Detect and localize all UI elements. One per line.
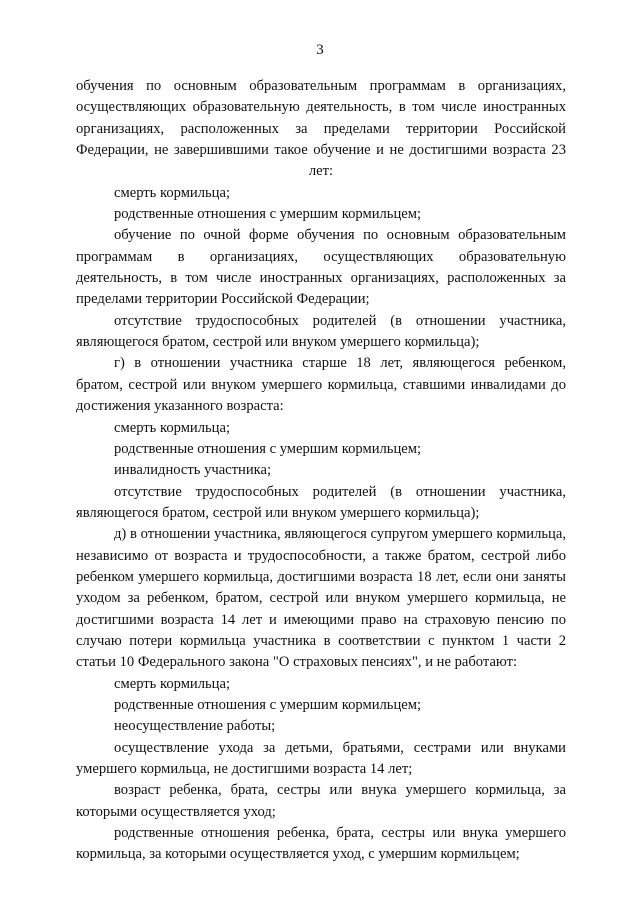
paragraph: обучение по очной форме обучения по основным образовательным программам в организациях, осуществляющих образовательную деятельность, в том числе иностранных организациях, расположенных за пределами территории Российской Федерации; — [76, 227, 566, 308]
paragraph: осуществление ухода за детьми, братьями, сестрами или внуками умершего кормильца, не достигшими возраста 14 лет; — [76, 739, 566, 777]
page-number: 3 — [316, 42, 324, 58]
paragraph: г) в отношении участника старше 18 лет, являющегося ребенком, братом, сестрой или внуком умершего кормильца, ставшими инвалидами до достижения указанного возраста: — [76, 355, 566, 415]
paragraph: отсутствие трудоспособных родителей (в отношении участника, являющегося братом, сестрой или внуком умершего кормильца); — [76, 312, 566, 351]
paragraph: родственные отношения ребенка, брата, сестры или внука умершего кормильца, за которыми осуществляется уход, с умершим кормильцем; — [76, 825, 566, 863]
paragraph: родственные отношения с умершим кормильцем; — [114, 440, 422, 457]
paragraph: неосуществление работы; — [114, 718, 276, 735]
paragraph: смерть кормильца; — [114, 675, 231, 692]
paragraph: д) в отношении участника, являющегося супругом умершего кормильца, независимо от возраста и трудоспособности, а также братом, сестрой либо ребенком умершего кормильца, достигшими возраста 18 лет, если они заняты уходом за ребенком, братом, сестрой или внуком умершего кормильца, не достигшими возраста 14 лет и имеющими право на страховую пенсию по случаю потери кормильца участника в соответствии с пунктом 1 части 2 статьи 10 Федерального закона "О страховых пенсиях", и не работают: — [76, 526, 566, 671]
document-body — [76, 76, 566, 866]
paragraph: родственные отношения с умершим кормильцем; — [114, 696, 422, 713]
paragraph: родственные отношения с умершим кормильцем; — [114, 206, 422, 223]
paragraph: смерть кормильца; — [114, 184, 231, 201]
paragraph: смерть кормильца; — [114, 419, 231, 436]
paragraph-continuation: обучения по основным образовательным программам в организациях, осуществляющих образовательную деятельность, в том числе иностранных организациях, расположенных за пределами территории Российской Федерации, не завершившими такое обучение и не достигшими возраста 23 лет: — [76, 78, 566, 180]
paragraph: возраст ребенка, брата, сестры или внука умершего кормильца, за которыми осуществляется уход; — [76, 782, 566, 820]
paragraph: инвалидность участника; — [114, 462, 272, 479]
paragraph: отсутствие трудоспособных родителей (в отношении участника, являющегося братом, сестрой или внуком умершего кормильца); — [76, 483, 566, 521]
